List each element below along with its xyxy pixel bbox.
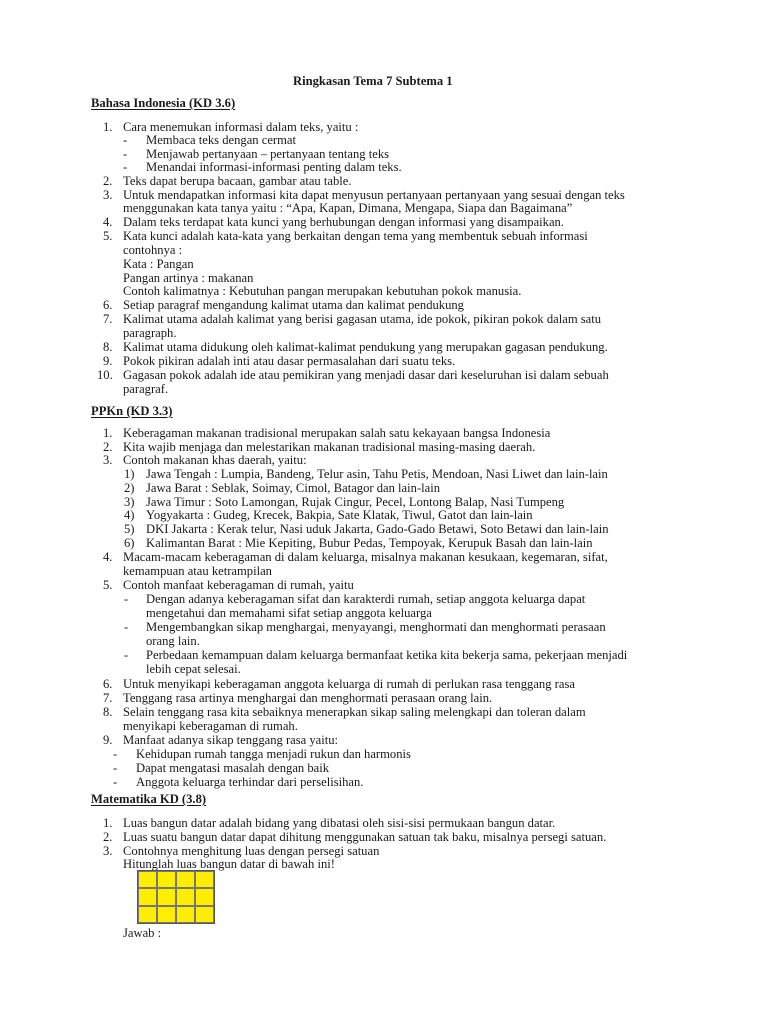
list-item-text: Untuk menyikapi keberagaman anggota keluarga di rumah di perlukan rasa tenggang rasa (123, 677, 575, 691)
list-item-text: Contoh makanan khas daerah, yaitu: (123, 453, 307, 467)
unit-square (195, 871, 214, 888)
unit-square (157, 888, 176, 905)
list-marker: 5) (124, 522, 135, 536)
list-item-text: DKI Jakarta : Kerak telur, Nasi uduk Jakarta, Gado-Gado Betawi, Soto Betawi dan lain-lain (146, 522, 609, 536)
list-item-text: Kalimat utama adalah kalimat yang berisi gagasan utama, ide pokok, pikiran pokok dalam satu (123, 312, 602, 326)
list-marker: 4) (124, 508, 135, 522)
unit-square (157, 871, 176, 888)
section-heading-bahasa: Bahasa Indonesia (KD 3.6) (91, 96, 236, 110)
unit-square (138, 888, 157, 905)
list-item-text: Pokok pikiran adalah inti atau dasar permasalahan dari suatu teks. (123, 354, 456, 368)
list-item-text: Contohnya menghitung luas dengan persegi satuan (123, 844, 380, 858)
list-marker: - (113, 747, 118, 761)
list-item-text: Dengan adanya keberagaman sifat dan karakterdi rumah, setiap anggota keluarga dapat (146, 592, 586, 606)
list-marker: 7. (103, 312, 113, 326)
list-item-text: Teks dapat berupa bacaan, gambar atau table. (123, 174, 352, 188)
list-marker: 1. (103, 816, 113, 830)
list-marker: - (113, 761, 118, 775)
list-marker: 2. (103, 440, 113, 454)
list-item-text: Kita wajib menjaga dan melestarikan makanan tradisional masing-masing daerah. (123, 440, 536, 454)
unit-square (176, 871, 195, 888)
answer-label: Jawab : (123, 926, 162, 940)
list-item-text: Untuk mendapatkan informasi kita dapat menyusun pertanyaan pertanyaan yang sesuai dengan teks (123, 188, 625, 202)
list-marker: 6) (124, 536, 135, 550)
unit-square (195, 906, 214, 923)
list-marker: 2) (124, 481, 135, 495)
list-item-text: Pangan artinya : makanan (123, 271, 254, 285)
list-item-text: Contoh kalimatnya : Kebutuhan pangan merupakan kebutuhan pokok manusia. (123, 284, 522, 298)
list-marker: 6. (103, 677, 113, 691)
list-marker: 7. (103, 691, 113, 705)
list-item-text: Luas bangun datar adalah bidang yang dibatasi oleh sisi-sisi permukaan bangun datar. (123, 816, 556, 830)
list-item-text: Anggota keluarga terhindar dari perselisihan. (136, 775, 364, 789)
list-marker: - (123, 147, 128, 161)
list-marker: - (113, 775, 118, 789)
list-marker: 8. (103, 340, 113, 354)
list-item-text: orang lain. (146, 634, 200, 648)
list-item-text: Gagasan pokok adalah ide atau pemikiran yang menjadi dasar dari keseluruhan isi dalam sebuah (123, 368, 609, 382)
unit-square (176, 888, 195, 905)
list-item-text: Jawa Barat : Seblak, Soimay, Cimol, Batagor dan lain-lain (146, 481, 441, 495)
list-item-text: Setiap paragraf mengandung kalimat utama dan kalimat pendukung (123, 298, 464, 312)
list-marker: - (124, 592, 129, 606)
list-item-text: Menjawab pertanyaan – pertanyaan tentang teks (146, 147, 390, 161)
list-item-text: Hitunglah luas bangun datar di bawah ini! (123, 857, 335, 871)
list-item-text: Kalimat utama didukung oleh kalimat-kalimat pendukung yang merupakan gagasan pendukung. (123, 340, 608, 354)
list-marker: - (124, 620, 129, 634)
list-marker: 10. (97, 368, 113, 382)
section-heading-ppkn: PPKn (KD 3.3) (91, 404, 173, 418)
list-marker: 1. (103, 426, 113, 440)
list-item-text: Perbedaan kemampuan dalam keluarga bermanfaat ketika kita bekerja sama, pekerjaan menjadi (146, 648, 628, 662)
list-item-text: contohnya : (123, 243, 183, 257)
list-item-text: Selain tenggang rasa kita sebaiknya menerapkan sikap saling melengkapi dan toleran dalam (123, 705, 586, 719)
list-marker: - (123, 133, 128, 147)
unit-square (138, 906, 157, 923)
list-item-text: Contoh manfaat keberagaman di rumah, yaitu (123, 578, 354, 592)
list-item-text: paragraf. (123, 382, 169, 396)
page-title: Ringkasan Tema 7 Subtema 1 (293, 74, 453, 88)
unit-square (138, 871, 157, 888)
list-item-text: Jawa Tengah : Lumpia, Bandeng, Telur asin, Tahu Petis, Mendoan, Nasi Liwet dan lain-lain (146, 467, 608, 481)
list-item-text: Tenggang rasa artinya menghargai dan menghormati perasaan orang lain. (123, 691, 493, 705)
list-marker: 6. (103, 298, 113, 312)
list-marker: 3) (124, 495, 135, 509)
list-item-text: menyikapi keberagaman di rumah. (123, 719, 298, 733)
list-marker: 2. (103, 174, 113, 188)
list-item-text: Dapat mengatasi masalah dengan baik (136, 761, 330, 775)
list-item-text: Menandai informasi-informasi penting dalam teks. (146, 160, 402, 174)
list-item-text: kemampuan atau ketrampilan (123, 564, 272, 578)
list-item-text: Keberagaman makanan tradisional merupakan salah satu kekayaan bangsa Indonesia (123, 426, 551, 440)
list-item-text: Jawa Timur : Soto Lamongan, Rujak Cingur, Pecel, Lontong Balap, Nasi Tumpeng (146, 495, 565, 509)
list-item-text: Macam-macam keberagaman di dalam keluarga, misalnya makanan kesukaan, kegemaran, sifat, (123, 550, 608, 564)
unit-square (195, 888, 214, 905)
list-marker: 9. (103, 354, 113, 368)
list-marker: 3. (103, 844, 113, 858)
list-item-text: menggunakan kata tanya yaitu : “Apa, Kapan, Dimana, Mengapa, Siapa dan Bagaimana” (123, 201, 573, 215)
list-item-text: Kata : Pangan (123, 257, 194, 271)
list-marker: - (123, 160, 128, 174)
list-marker: 4. (103, 550, 113, 564)
list-item-text: Kalimantan Barat : Mie Kepiting, Bubur Pedas, Tempoyak, Kerupuk Basah dan lain-lain (146, 536, 593, 550)
section-heading-matematika: Matematika KD (3.8) (91, 792, 207, 806)
list-marker: 5. (103, 229, 113, 243)
list-item-text: Manfaat adanya sikap tenggang rasa yaitu: (123, 733, 339, 747)
list-item-text: lebih cepat selesai. (146, 662, 241, 676)
unit-square (157, 906, 176, 923)
unit-square-grid (137, 870, 215, 924)
list-item-text: Luas suatu bangun datar dapat dihitung menggunakan satuan tak baku, misalnya persegi satuan. (123, 830, 607, 844)
list-item-text: Kata kunci adalah kata-kata yang berkaitan dengan tema yang membentuk sebuah informasi (123, 229, 588, 243)
list-marker: 8. (103, 705, 113, 719)
list-marker: 2. (103, 830, 113, 844)
list-item-text: Dalam teks terdapat kata kunci yang berhubungan dengan informasi yang disampaikan. (123, 215, 564, 229)
list-item-text: Membaca teks dengan cermat (146, 133, 297, 147)
list-item-text: paragraph. (123, 326, 177, 340)
list-marker: 5. (103, 578, 113, 592)
list-marker: 1. (103, 120, 113, 134)
list-item-text: mengetahui dan memahami sifat setiap anggota keluarga (146, 606, 432, 620)
list-item-text: Cara menemukan informasi dalam teks, yaitu : (123, 120, 359, 134)
list-marker: - (124, 648, 129, 662)
list-marker: 1) (124, 467, 135, 481)
list-marker: 3. (103, 188, 113, 202)
list-item-text: Kehidupan rumah tangga menjadi rukun dan harmonis (136, 747, 411, 761)
list-item-text: Mengembangkan sikap menghargai, menyayangi, menghormati dan menghormati perasaan (146, 620, 606, 634)
list-item-text: Yogyakarta : Gudeg, Krecek, Bakpia, Sate Klatak, Tiwul, Gatot dan lain-lain (146, 508, 533, 522)
list-marker: 4. (103, 215, 113, 229)
list-marker: 9. (103, 733, 113, 747)
list-marker: 3. (103, 453, 113, 467)
unit-square (176, 906, 195, 923)
